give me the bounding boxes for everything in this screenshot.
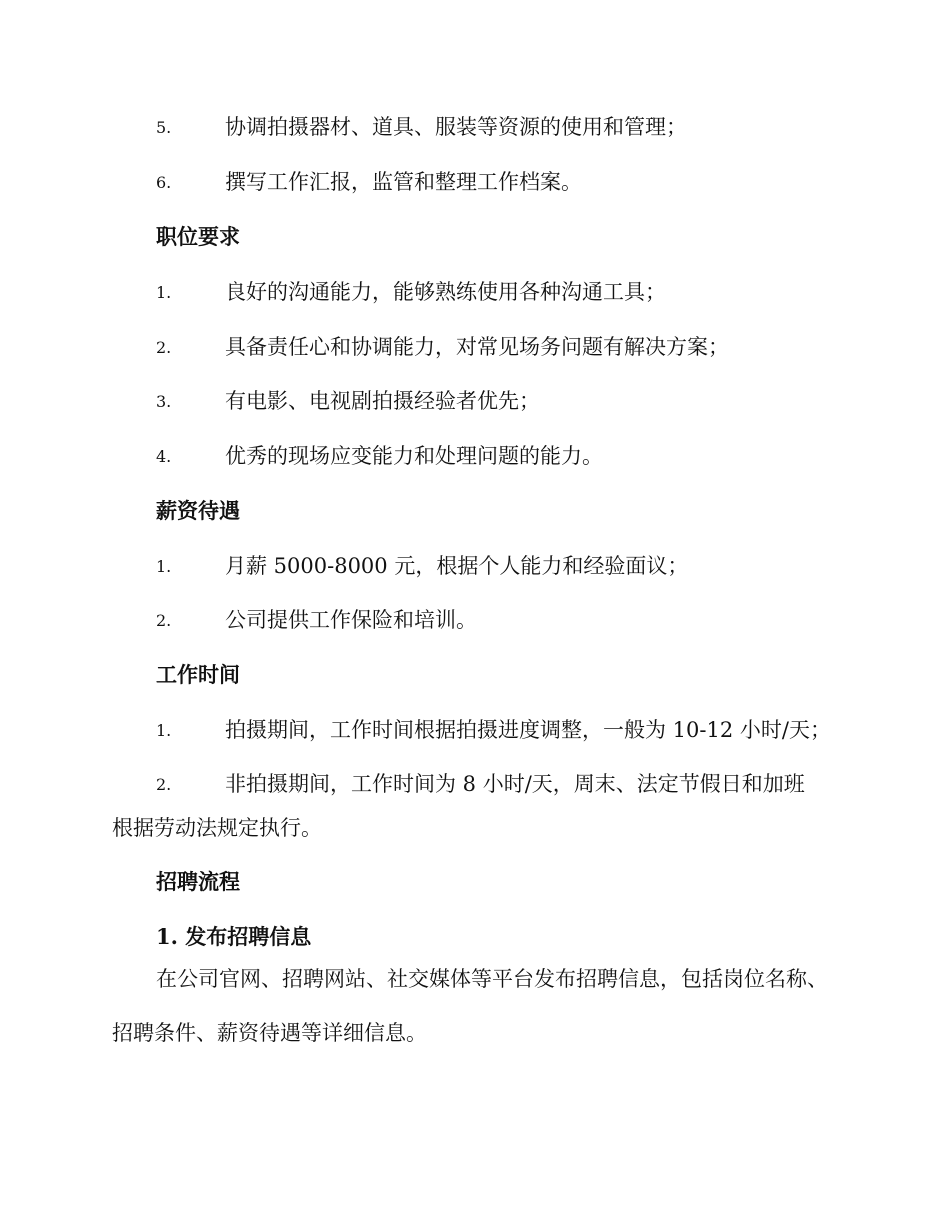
list-item: 优秀的现场应变能力和处理问题的能力。 [225,444,603,468]
section-heading-recruitment: 招聘流程 [156,869,240,894]
list-number: 2. [156,338,172,357]
list-number: 2. [156,611,172,630]
list-number: 1. [156,721,172,740]
section-heading-work-time: 工作时间 [156,662,240,687]
list-item: 撰写工作汇报，监管和整理工作档案。 [225,170,582,194]
list-item: 有电影、电视剧拍摄经验者优先； [225,389,540,413]
list-item: 公司提供工作保险和培训。 [225,608,477,632]
list-number: 5. [156,118,172,137]
list-number: 1. [156,283,172,302]
paragraph-publish: 在公司官网、招聘网站、社交媒体等平台发布招聘信息，包括岗位名称、招聘条件、薪资待遇等详细信息。 [112,967,828,1045]
list-item: 拍摄期间，工作时间根据拍摄进度调整，一般为 10-12 小时/天； [225,718,831,742]
list-item: 良好的沟通能力，能够熟练使用各种沟通工具； [225,280,666,304]
list-item: 具备责任心和协调能力，对常见场务问题有解决方案； [225,335,729,359]
subsection-heading-publish: 1. 发布招聘信息 [156,924,312,949]
section-heading-requirements: 职位要求 [156,224,240,249]
list-item: 月薪 5000-8000 元，根据个人能力和经验面议； [225,554,689,578]
list-number: 3. [156,392,172,411]
list-item: 协调拍摄器材、道具、服装等资源的使用和管理； [225,115,687,139]
list-item-continuation: 根据劳动法规定执行。 [112,816,322,840]
list-number: 1. [156,557,172,576]
list-number: 6. [156,173,172,192]
list-number: 4. [156,447,172,466]
section-heading-salary: 薪资待遇 [156,498,240,523]
list-item: 非拍摄期间，工作时间为 8 小时/天，周末、法定节假日和加班 [225,772,805,796]
list-number: 2. [156,775,172,794]
